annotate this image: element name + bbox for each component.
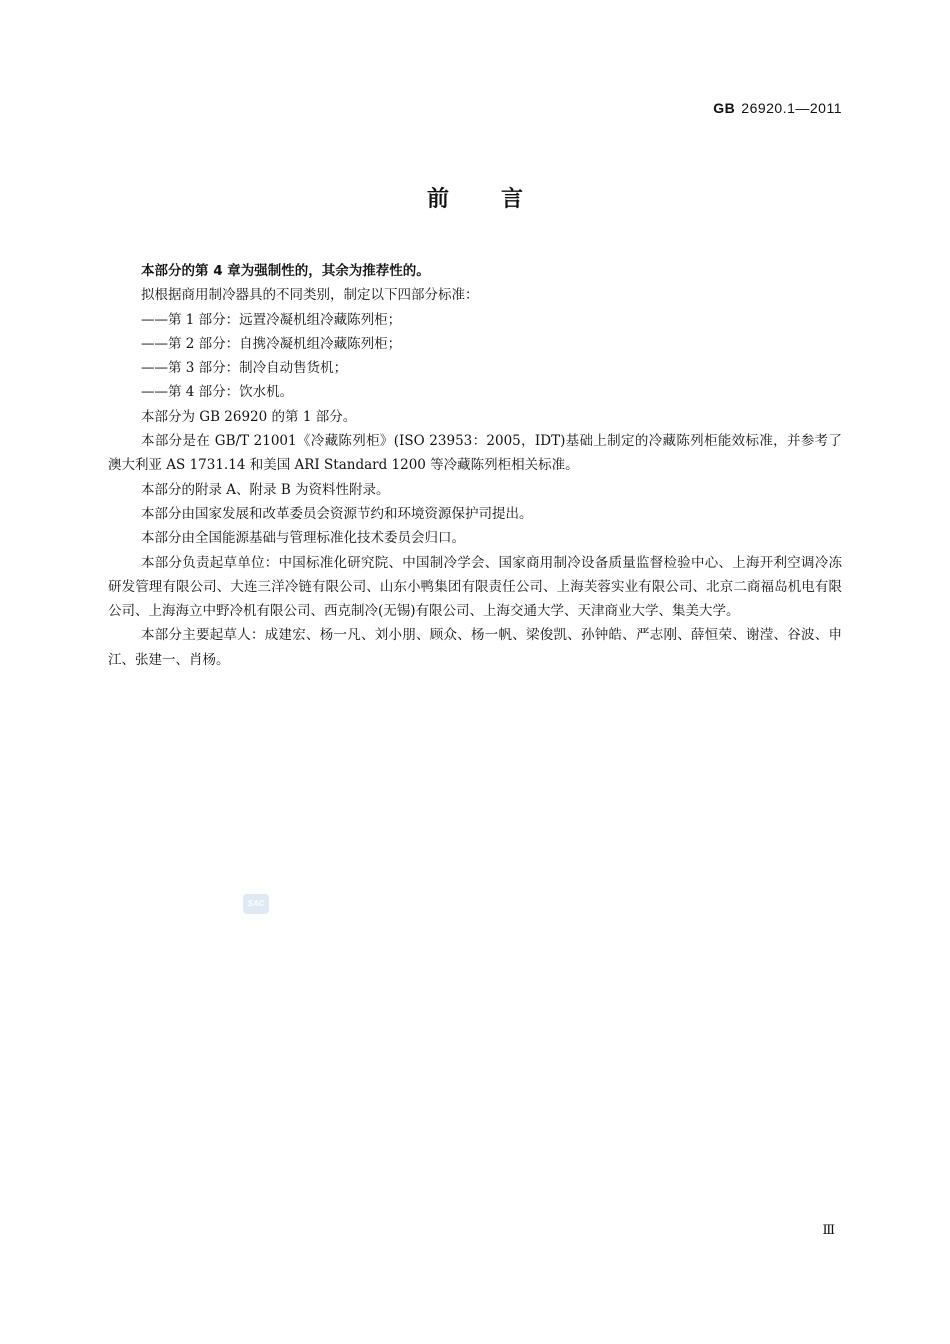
standard-prefix: GB xyxy=(713,100,736,116)
paragraph-drafting-units: 本部分负责起草单位：中国标准化研究院、中国制冷学会、国家商用制冷设备质量监督检验中心、上海开利空调冷冻研发管理有限公司、大连三洋冷链有限公司、山东小鸭集团有限责任公司、上海芙蓉实业有限公司、北京二商福岛机电有限公司、上海海立中野冷机有限公司、西克制冷(无锡)有限公司、上海交通大学、天津商业大学、集美大学。 xyxy=(108,554,842,620)
standard-code xyxy=(713,100,842,116)
list-item-part-3: ——第 3 部分：制冷自动售货机； xyxy=(141,360,348,377)
standard-number: 26920.1—2011 xyxy=(741,100,842,116)
sac-watermark-logo: SAC xyxy=(243,894,269,914)
paragraph-appendix: 本部分的附录 A、附录 B 为资料性附录。 xyxy=(141,481,390,498)
paragraph-committee: 本部分由全国能源基础与管理标准化技术委员会归口。 xyxy=(141,530,465,547)
list-item-part-2: ——第 2 部分：自携冷凝机组冷藏陈列柜； xyxy=(141,335,402,352)
paragraph-proposer: 本部分由国家发展和改革委员会资源节约和环境资源保护司提出。 xyxy=(141,505,533,522)
foreword-body xyxy=(108,259,842,672)
paragraph-intro: 拟根据商用制冷器具的不同类别，制定以下四部分标准： xyxy=(141,287,479,304)
list-item-part-4: ——第 4 部分：饮水机。 xyxy=(141,384,294,401)
list-item-part-1: ——第 1 部分：远置冷凝机组冷藏陈列柜； xyxy=(141,311,402,328)
page-number: Ⅲ xyxy=(822,1223,835,1238)
paragraph-part-statement: 本部分为 GB 26920 的第 1 部分。 xyxy=(141,408,357,425)
paragraph-basis: 本部分是在 GB/T 21001《冷藏陈列柜》(ISO 23953：2005，IDT)基础上制定的冷藏陈列柜能效标准，并参考了澳大利亚 AS 1731.14 和美国 ARI Standard 1200 等冷藏陈列柜相关标准。 xyxy=(108,433,842,474)
page-title: 前言 xyxy=(426,187,575,212)
paragraph-drafters: 本部分主要起草人：成建宏、杨一凡、刘小朋、顾众、杨一帆、梁俊凯、孙钟皓、严志刚、薛恒荣、谢滢、谷波、申江、张建一、肖杨。 xyxy=(108,627,842,668)
paragraph-mandatory-note: 本部分的第 4 章为强制性的，其余为推荐性的。 xyxy=(141,263,430,279)
